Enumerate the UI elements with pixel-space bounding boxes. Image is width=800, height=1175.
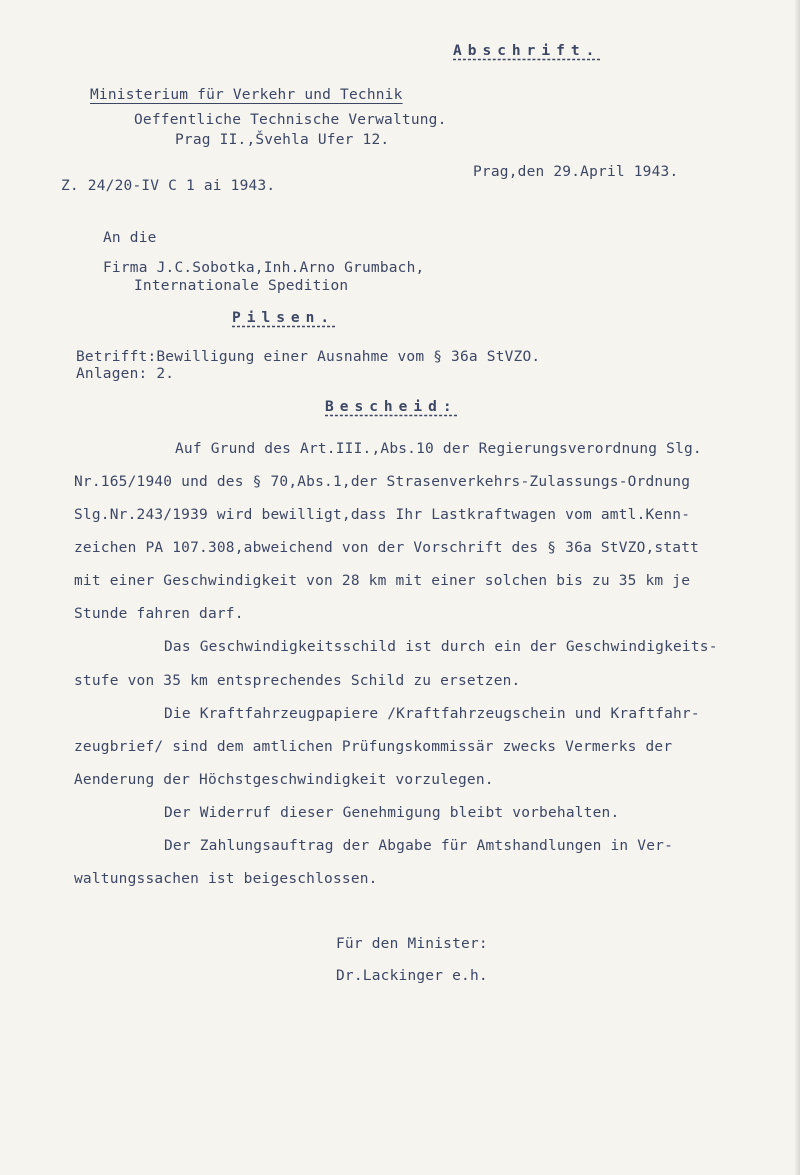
subject-line: Betrifft:Bewilligung einer Ausnahme vom § 36a StVZO. bbox=[76, 349, 541, 365]
body-line: zeichen PA 107.308,abweichend von der Vorschrift des § 36a StVZO,statt bbox=[74, 540, 700, 556]
body-line: Der Widerruf dieser Genehmigung bleibt vorbehalten. bbox=[164, 805, 620, 821]
body-line: mit einer Geschwindigkeit von 28 km mit einer solchen bis zu 35 km je bbox=[74, 573, 691, 589]
body-line: zeugbrief/ sind dem amtlichen Prüfungskommissär zwecks Vermerks der bbox=[74, 739, 673, 755]
ministry-department: Oeffentliche Technische Verwaltung. bbox=[134, 112, 447, 128]
recipient-salutation: An die bbox=[103, 230, 157, 246]
recipient-company: Firma J.C.Sobotka,Inh.Arno Grumbach, bbox=[103, 260, 425, 276]
decision-title: Bescheid: bbox=[325, 399, 458, 415]
document-heading: Abschrift. bbox=[453, 43, 601, 59]
body-line: Der Zahlungsauftrag der Abgabe für Amtshandlungen in Ver- bbox=[164, 838, 673, 854]
place-date: Prag,den 29.April 1943. bbox=[473, 164, 679, 180]
body-line: Slg.Nr.243/1939 wird bewilligt,dass Ihr Lastkraftwagen vom amtl.Kenn- bbox=[74, 507, 691, 523]
body-line: Aenderung der Höchstgeschwindigkeit vorzulegen. bbox=[74, 772, 494, 788]
ministry-name: Ministerium für Verkehr und Technik bbox=[90, 87, 403, 103]
recipient-description: Internationale Spedition bbox=[134, 278, 349, 294]
body-line: stufe von 35 km entsprechendes Schild zu ersetzen. bbox=[74, 673, 521, 689]
body-line: Stunde fahren darf. bbox=[74, 606, 244, 622]
body-line: Auf Grund des Art.III.,Abs.10 der Regierungsverordnung Slg. bbox=[175, 441, 702, 457]
body-line: Nr.165/1940 und des § 70,Abs.1,der Strasenverkehrs-Zulassungs-Ordnung bbox=[74, 474, 691, 490]
body-line: waltungssachen ist beigeschlossen. bbox=[74, 871, 378, 887]
signature-for: Für den Minister: bbox=[336, 936, 488, 952]
body-line: Die Kraftfahrzeugpapiere /Kraftfahrzeugschein und Kraftfahr- bbox=[164, 706, 700, 722]
ministry-address: Prag II.,Švehla Ufer 12. bbox=[175, 132, 390, 148]
body-line: Das Geschwindigkeitsschild ist durch ein der Geschwindigkeits- bbox=[164, 639, 718, 655]
attachments-line: Anlagen: 2. bbox=[76, 366, 175, 382]
recipient-city: Pilsen. bbox=[232, 310, 336, 326]
signature-name: Dr.Lackinger e.h. bbox=[336, 968, 488, 984]
page-edge-shadow bbox=[794, 0, 800, 1175]
reference-number: Z. 24/20-IV C 1 ai 1943. bbox=[61, 178, 276, 194]
